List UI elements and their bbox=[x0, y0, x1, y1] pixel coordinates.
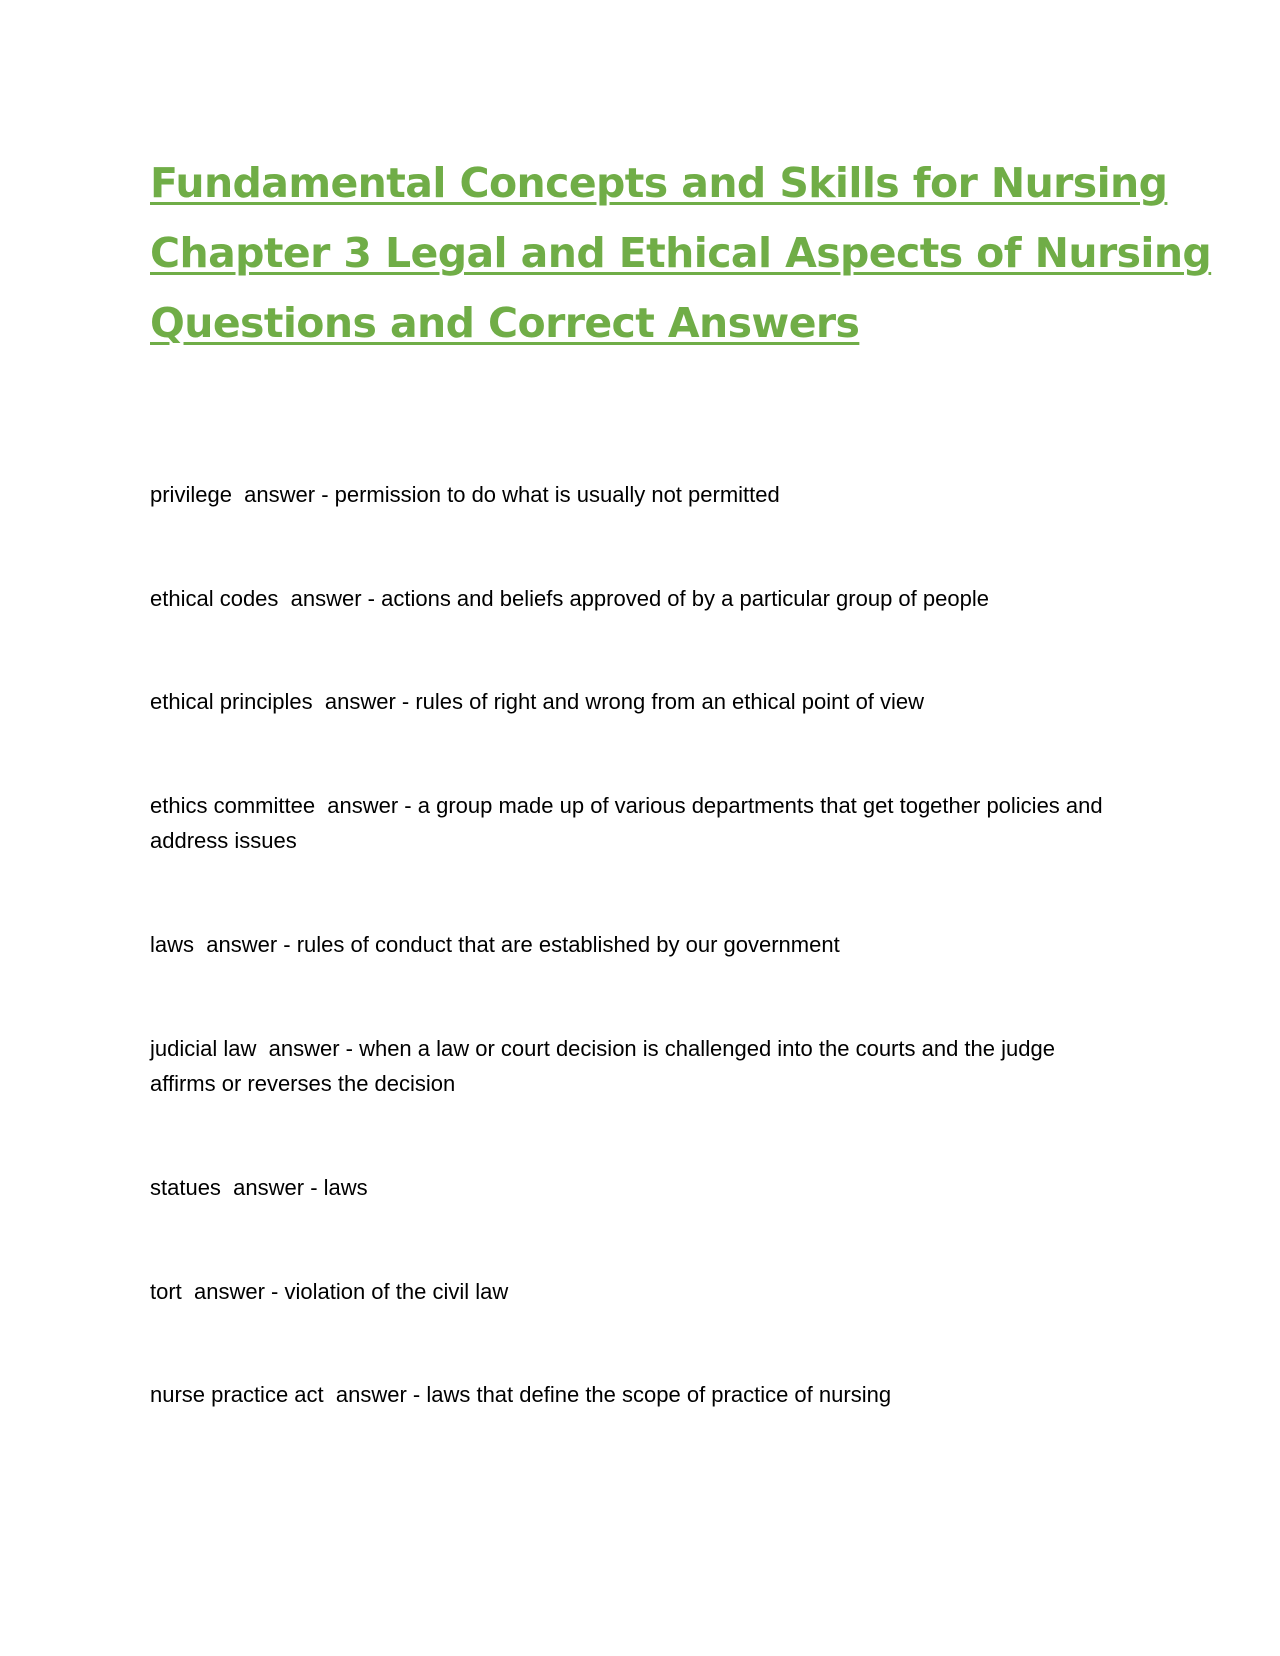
qa-item: judicial law answer - when a law or court decision is challenged into the courts and the judge affirms or reverses the decision bbox=[150, 1036, 1062, 1096]
qa-item: ethical codes answer - actions and beliefs approved of by a particular group of people bbox=[150, 586, 989, 611]
qa-item: ethical principles answer - rules of right and wrong from an ethical point of view bbox=[150, 689, 925, 714]
qa-item: tort answer - violation of the civil law bbox=[150, 1279, 509, 1304]
qa-item: privilege answer - permission to do what is usually not permitted bbox=[150, 482, 780, 507]
title-line: Questions and Correct Answers bbox=[150, 299, 860, 347]
qa-item: statues answer - laws bbox=[150, 1175, 368, 1200]
qa-item: ethics committee answer - a group made up of various departments that get together policies and address issues bbox=[150, 793, 1109, 853]
document-title bbox=[150, 148, 1212, 358]
qa-item: laws answer - rules of conduct that are established by our government bbox=[150, 932, 840, 957]
qa-item: nurse practice act answer - laws that define the scope of practice of nursing bbox=[150, 1382, 892, 1407]
title-line: Fundamental Concepts and Skills for Nursing bbox=[150, 159, 1168, 207]
title-line: Chapter 3 Legal and Ethical Aspects of Nursing bbox=[150, 229, 1212, 277]
